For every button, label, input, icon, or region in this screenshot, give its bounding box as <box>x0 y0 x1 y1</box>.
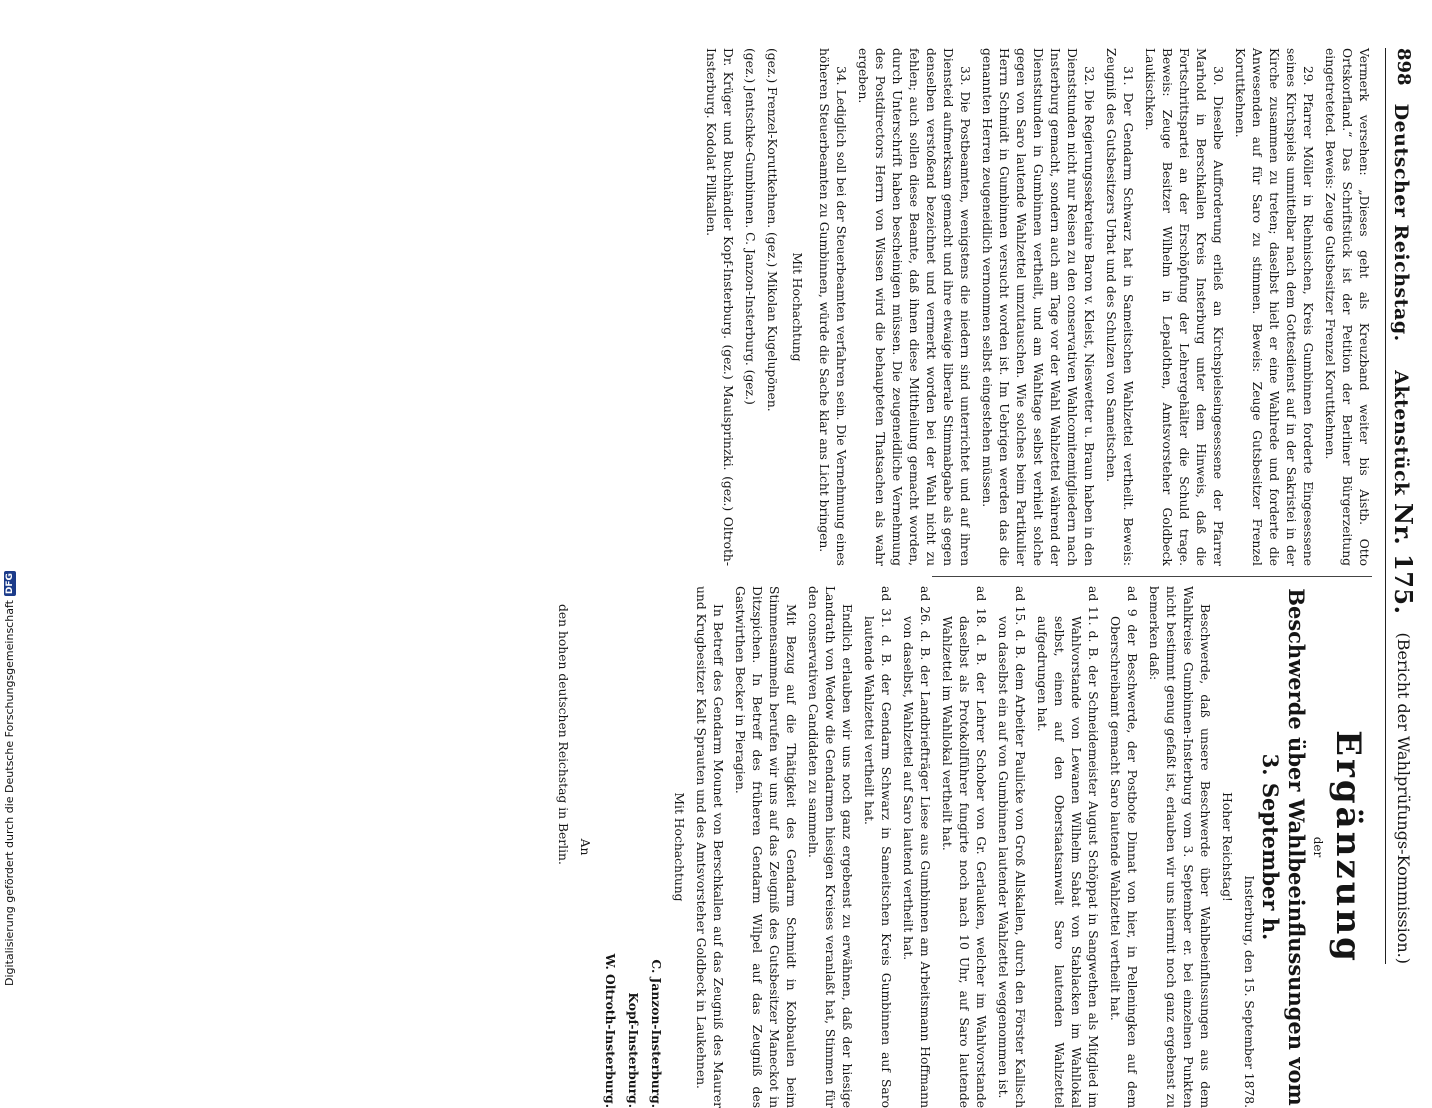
document-title: Ergänzung <box>1328 730 1368 964</box>
right-column <box>549 586 1372 1108</box>
ad-item: ad 26. d. B. der Landbriefträger Liese aus Gumbinnen am Arbeitsmann Hoffmann von daselbst, Wahlzettel auf Saro lautend vertheilt hat. <box>901 586 932 1108</box>
signature-line: C. Janzon-Insterburg. <box>649 959 664 1108</box>
signature-line: Kopf-Insterburg. <box>626 992 641 1108</box>
left-column <box>697 48 1372 566</box>
paragraph: Beschwerde, daß unsere Beschwerde über Wahlbeeinflussungen aus dem Wahlkreise Gumbinnen-Insterburg vom 3. September er. bei einzelnen Punkten nicht bestimmt genug gefaßt ist, erlauben wir uns hiermit noch ganz ergebenst zu bemerken daß: <box>1147 586 1212 1108</box>
signature-line: Dr. Krüger und Buchhändler Kopf-Insterburg. (gez.) Maulsprinzki. (gez.) Oltroth-Insterburg. Kodolat Pillkallen. <box>704 48 735 566</box>
running-title <box>1390 104 1419 615</box>
closing-formula: Mit Hochachtung <box>790 252 804 362</box>
paragraph: 32. Die Regierungssekretaire Baron v. Kleist, Nieswetter u. Braun haben in den Dienststunden nicht nur Reisen zu den conservativen Wahlcomitemitgliedern nach Insterburg gemacht, sondern auch am Tage vor der Wahl Wahlzettel während der Dienststunden in Gumbinnen vertheilt, und am Wahltage selbst verhielt solche gegen von Saro lautende Wahlzettel umzutauschen. Wie solches beim Partikulier Herrn Schmidt in Gumbinnen versucht worden ist. Im Uebrigen werden das die genannten Herren zeugeneidlich vernommen selbst eingestehen müssen. <box>980 48 1096 566</box>
ad-item: ad 31. d. B. der Gendarm Schwarz in Sameitschen Kreis Gumbinnen auf Saro lautende Wahlzettel vertheilt hat. <box>862 586 893 1108</box>
ad-item: ad 9 der Beschwerde, der Postbote Dinnat von hier, in Pelleningken auf dem Oberschreibamt gemacht Saro lautende Wahlzettel vertheilt hat. <box>1108 586 1139 1108</box>
page-number: 898 <box>1393 48 1415 86</box>
ad-item: ad 15. d. B. dem Arbeiter Paulicke von Groß Allskallen, durch den Förster Kallisch von daselbst ein auf von Gumbinnen lautender Wahlzettel weggenommen ist. <box>996 586 1027 1108</box>
issue-number: Nr. 175. <box>1389 502 1419 615</box>
ad-item: ad 18. d. B. der Lehrer Schober von Gr. Gerlauken, welcher im Wahlvorstande daselbst als Protokollführer fungirte noch nach 10 Uhr, auf Saro lautende Wahlzettel im Wahllokal vertheilt hat. <box>940 586 988 1108</box>
paragraph: Mit Bezug auf die Thätigkeit des Gendarm Schmidt in Kobbaulen beim Stimmensammeln berufen wir uns auf das Zeugniß des Gutsbesitzer Maneckot in Ditzspichen. In Betreff des früheren Gendarm Wilpel auf das Zeugniß des Gastwirthen Becker in Pieragien. <box>733 586 798 1108</box>
document-subtitle: Beschwerde über Wahlbeeinflussungen vom 3. September h. <box>1258 588 1309 1106</box>
paragraph: 31. Der Gendarm Schwarz hat in Sameitschen Wahlzettel vertheilt. Beweis: Zeugniß des Gutsbesitzers Urbat und des Schulzen von Sameitschen. <box>1104 48 1135 566</box>
funding-credit <box>0 573 20 986</box>
paragraph: In Betreff des Gendarm Mounet von Berschkallen auf das Zeugniß des Maurer und Krugbesitzer Kalt Sprauten und des Amtsvorsteher Goldbeck in Laukehnen. <box>694 586 725 1108</box>
paragraph: 33. Die Postbeamten, wenigstens die niedern sind unterrichtet und auf ihren Diensteid aufmerksam gemacht und ihre etwaige liberale Stimmabgabe als gegen denselben verstoßend bezeichnet und vermerkt worden bei der Wahl nicht zu fehlen; auch sollen diese Beamte, daß ihnen diese Mittheilung gemacht worden, durch Unterschrift haben bescheinigen müssen. Die zeugeneidliche Vernehmung des Postdirectors Herrn von Wissen wird die behaupteten Thatsachen als wahr ergeben. <box>856 48 972 566</box>
header-rule <box>1385 48 1386 964</box>
signature-line: (gez.) Frenzel-Koruttkehnen. (gez.) Mikolan Kugelupönen. <box>765 48 779 412</box>
signature-line: W. Oltroth-Insterburg. <box>603 953 618 1108</box>
column-divider <box>932 576 1372 577</box>
ad-item: ad 11. d. B. der Schneidemeister August Schöppat in Sangwethen als Mitglied im Wahlvorstande von Lewanen Wilhelm Sabat von Stablacken im Wahllokal selbst, einen auf den Oberstaatsanwalt Saro lautenden Wahlzettel aufgedrungen hat. <box>1035 586 1100 1108</box>
dfg-logo-icon: DFG <box>5 573 15 595</box>
closing-formula: Mit Hochachtung <box>672 792 686 902</box>
signature-line: (gez.) Jentschke-Gumbinnen. C. Janzon-Insterburg. (gez.) <box>743 48 757 405</box>
paragraph: Vermerk versehen: „Dieses geht als Kreuzband weiter bis Aistb. Otto Ortskorfland.“ Das Schriftstück ist der Petition der Berliner Bürgerzeitung eingetreteted. Beweis: Zeuge Gutsbesitzer Frenzel Koruttkehnen. <box>1323 48 1371 566</box>
journal-name: Deutscher Reichstag. <box>1390 103 1413 342</box>
funding-credit-text: Digitalisierung gefördert durch die Deutsche Forschungsgemeinschaft DFG <box>3 573 16 986</box>
paragraph: Endlich erlauben wir uns noch ganz ergebenst zu erwähnen, daß der hiesige Landrath von Wedow die Gendarmen hiesigen Kreises veranlaßt hat, Stimmen für den conservativen Candidaten zu sammeln. <box>806 586 854 1108</box>
paragraph: 29. Pfarrer Möller in Riehnischen, Kreis Gumbinnen forderte Eingesessene seines Kirchspiels unmittelbar nach dem Gottesdienst auf in der Sakristei in der Kirche zusammen zu treten; daselbst hielt er eine Wahlrede und forderte die Anwesenden auf für Saro zu stimmen. Beweis: Zeuge Gutsbesitzer Frenzel Koruttkehnen. <box>1233 48 1315 566</box>
address-an: An <box>578 838 592 856</box>
paragraph: 34. Lediglich soll bei der Steuerbeamten verfahren sein. Die Vernehmung eines höheren Steuerbeamten zu Gumbinnen, würde die Sache klar ans Licht bringen. <box>817 48 848 566</box>
title-connector: der <box>1311 836 1325 858</box>
document-label: Aktenstück <box>1390 370 1413 496</box>
paragraph: 30. Dieselbe Aufforderung erließ an Kirchspielseingesessene der Pfarrer Marhold in Berschkallen Kreis Insterburg unter dem Hinweis, daß die Fortschrittspartei an der Erschöpfung der Lehrergehälter die Schuld trage. Beweis: Zeuge Besitzer Wilhelm in Lepalothen, Amtsvorsteher Goldbeck Laukischken. <box>1143 48 1225 566</box>
date-line: Insterburg, den 15. September 1878. <box>1242 875 1256 1108</box>
page-body <box>36 48 1420 1108</box>
commission-note: (Bericht der Wahlprüfungs-Kommission.) <box>1394 632 1414 964</box>
page-header <box>1388 48 1420 964</box>
address-line: den hohen deutschen Reichstag in Berlin. <box>556 604 570 865</box>
salutation: Hoher Reichstag! <box>1220 792 1234 902</box>
